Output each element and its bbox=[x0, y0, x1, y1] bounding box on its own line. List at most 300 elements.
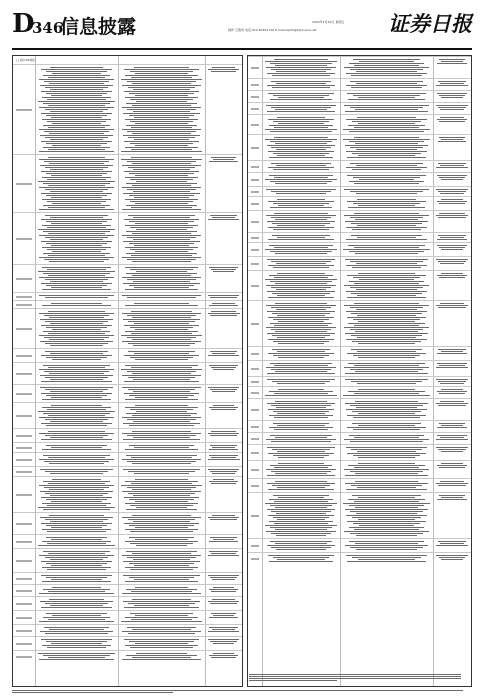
text-line bbox=[132, 275, 192, 276]
text-line bbox=[129, 195, 195, 196]
table-cell bbox=[435, 541, 469, 551]
text-line bbox=[267, 85, 334, 86]
text-line bbox=[213, 643, 235, 644]
text-line bbox=[347, 415, 425, 416]
text-line bbox=[440, 237, 463, 238]
text-line bbox=[133, 379, 189, 380]
text-line bbox=[439, 495, 466, 496]
table-cell bbox=[342, 273, 431, 299]
text-line bbox=[40, 375, 113, 376]
text-line bbox=[356, 513, 417, 514]
table-cell bbox=[342, 349, 431, 359]
text-line bbox=[134, 447, 189, 448]
text-line bbox=[351, 335, 422, 336]
text-line bbox=[266, 305, 336, 306]
text-line bbox=[344, 531, 429, 532]
table-cell bbox=[264, 105, 338, 113]
text-line bbox=[131, 619, 192, 620]
table-row bbox=[13, 348, 242, 363]
table-cell bbox=[435, 259, 469, 269]
text-line bbox=[43, 509, 109, 510]
text-line bbox=[125, 225, 198, 226]
text-line bbox=[208, 387, 239, 388]
text-line bbox=[51, 397, 102, 398]
table-cell bbox=[264, 423, 338, 431]
text-line bbox=[346, 447, 428, 448]
text-line bbox=[45, 519, 108, 520]
table-cell bbox=[207, 587, 240, 595]
text-line bbox=[268, 453, 333, 454]
table-cell bbox=[37, 267, 116, 291]
table-cell bbox=[342, 245, 431, 255]
text-line bbox=[132, 133, 190, 134]
text-line bbox=[276, 513, 326, 514]
text-line bbox=[48, 457, 105, 458]
text-line bbox=[213, 271, 234, 272]
text-line bbox=[121, 79, 202, 80]
text-line bbox=[210, 537, 236, 538]
row-number-mark bbox=[251, 439, 259, 440]
text-line bbox=[276, 263, 326, 264]
text-line bbox=[346, 167, 427, 168]
text-line bbox=[277, 425, 324, 426]
table-cell bbox=[120, 215, 203, 263]
text-line bbox=[124, 381, 200, 382]
text-line bbox=[345, 373, 428, 374]
text-line bbox=[351, 449, 421, 450]
text-line bbox=[38, 507, 115, 508]
text-line bbox=[271, 307, 331, 308]
text-line bbox=[351, 381, 422, 382]
text-line bbox=[42, 529, 111, 530]
text-line bbox=[49, 599, 104, 600]
text-line bbox=[343, 249, 429, 250]
text-line bbox=[50, 437, 104, 438]
text-line bbox=[352, 411, 421, 412]
text-line bbox=[124, 141, 199, 142]
text-line bbox=[210, 389, 237, 390]
text-line bbox=[131, 157, 192, 158]
text-line bbox=[266, 189, 336, 190]
text-line bbox=[130, 327, 194, 328]
text-line bbox=[441, 497, 463, 498]
text-line bbox=[438, 449, 465, 450]
table-row bbox=[248, 114, 471, 135]
text-line bbox=[211, 457, 235, 458]
text-line bbox=[121, 485, 202, 486]
text-line bbox=[437, 427, 467, 428]
text-line bbox=[130, 143, 194, 144]
text-line bbox=[135, 175, 189, 176]
text-line bbox=[121, 335, 202, 336]
text-line bbox=[133, 559, 190, 560]
text-line bbox=[356, 71, 417, 72]
text-line bbox=[436, 545, 468, 546]
text-line bbox=[132, 515, 191, 516]
text-line bbox=[135, 479, 188, 480]
text-line bbox=[48, 415, 104, 416]
text-line bbox=[351, 75, 421, 76]
text-line bbox=[438, 107, 467, 108]
text-line bbox=[50, 391, 103, 392]
text-line bbox=[48, 483, 106, 484]
text-line bbox=[209, 305, 239, 306]
text-line bbox=[354, 437, 418, 438]
table-cell bbox=[435, 235, 469, 241]
text-line bbox=[51, 501, 102, 502]
text-line bbox=[123, 135, 200, 136]
text-line bbox=[213, 405, 235, 406]
text-line bbox=[130, 647, 192, 648]
text-line bbox=[269, 561, 333, 562]
text-line bbox=[209, 365, 238, 366]
table-cell bbox=[264, 555, 338, 563]
text-line bbox=[348, 363, 425, 364]
text-line bbox=[48, 275, 104, 276]
text-line bbox=[344, 439, 429, 440]
text-line bbox=[135, 527, 189, 528]
text-line bbox=[49, 261, 104, 262]
text-line bbox=[43, 147, 111, 148]
text-line bbox=[276, 535, 326, 536]
table-cell bbox=[207, 653, 240, 661]
text-line bbox=[130, 99, 192, 100]
text-line bbox=[39, 555, 113, 556]
text-line bbox=[350, 511, 422, 512]
text-line bbox=[127, 81, 197, 82]
text-line bbox=[39, 79, 115, 80]
text-line bbox=[127, 315, 196, 316]
section-title: 信息披露 bbox=[60, 16, 137, 38]
text-line bbox=[277, 315, 325, 316]
text-line bbox=[347, 275, 425, 276]
text-line bbox=[49, 463, 104, 464]
text-line bbox=[47, 179, 105, 180]
text-line bbox=[278, 357, 324, 358]
text-line bbox=[350, 441, 423, 442]
text-line bbox=[273, 355, 329, 356]
right-table-panel bbox=[247, 55, 472, 687]
text-line bbox=[44, 487, 110, 488]
text-line bbox=[356, 407, 417, 408]
text-line bbox=[38, 271, 115, 272]
text-line bbox=[127, 237, 195, 238]
text-line bbox=[359, 279, 414, 280]
text-line bbox=[346, 239, 426, 240]
text-line bbox=[439, 467, 464, 468]
text-line bbox=[45, 87, 108, 88]
table-cell bbox=[37, 311, 116, 347]
row-number-mark bbox=[251, 250, 259, 251]
text-line bbox=[39, 209, 114, 210]
table-cell bbox=[120, 303, 203, 307]
text-line bbox=[128, 493, 195, 494]
text-line bbox=[348, 245, 425, 246]
text-line bbox=[350, 547, 422, 548]
text-line bbox=[346, 151, 427, 152]
text-line bbox=[122, 491, 200, 492]
text-line bbox=[132, 83, 191, 84]
table-row bbox=[13, 64, 242, 155]
text-line bbox=[123, 423, 199, 424]
text-line bbox=[127, 109, 195, 110]
text-line bbox=[356, 309, 417, 310]
text-line bbox=[213, 369, 233, 370]
text-line bbox=[275, 401, 327, 402]
text-line bbox=[354, 183, 418, 184]
text-line bbox=[127, 627, 197, 628]
text-line bbox=[124, 497, 200, 498]
text-line bbox=[211, 409, 236, 410]
text-line bbox=[45, 351, 107, 352]
text-line bbox=[357, 237, 417, 238]
table-cell bbox=[37, 639, 116, 649]
table-cell bbox=[120, 445, 203, 451]
text-line bbox=[269, 175, 333, 176]
text-line bbox=[40, 469, 113, 470]
text-line bbox=[437, 275, 467, 276]
text-line bbox=[355, 219, 417, 220]
text-line bbox=[38, 101, 115, 102]
text-line bbox=[45, 389, 108, 390]
text-line bbox=[354, 137, 420, 138]
text-line bbox=[346, 227, 426, 228]
table-cell bbox=[435, 423, 469, 431]
row-number-mark bbox=[16, 618, 32, 619]
text-line bbox=[441, 273, 463, 274]
text-line bbox=[273, 203, 329, 204]
text-line bbox=[275, 109, 326, 110]
text-line bbox=[271, 471, 332, 472]
text-line bbox=[350, 369, 424, 370]
text-line bbox=[51, 95, 102, 96]
text-line bbox=[267, 145, 336, 146]
text-line bbox=[209, 267, 238, 268]
text-line bbox=[270, 541, 331, 542]
text-line bbox=[352, 557, 421, 558]
table-cell bbox=[264, 175, 338, 185]
text-line bbox=[212, 353, 234, 354]
text-line bbox=[267, 73, 334, 74]
text-line bbox=[43, 103, 109, 104]
text-line bbox=[350, 307, 423, 308]
table-cell bbox=[207, 627, 240, 635]
text-line bbox=[272, 75, 330, 76]
row-number-mark bbox=[16, 279, 32, 280]
text-line bbox=[208, 355, 238, 356]
table-cell bbox=[207, 599, 240, 609]
text-line bbox=[271, 261, 330, 262]
text-line bbox=[356, 289, 417, 290]
text-line bbox=[273, 319, 329, 320]
table-cell bbox=[207, 455, 240, 465]
table-cell bbox=[435, 555, 469, 563]
text-line bbox=[135, 223, 189, 224]
text-line bbox=[41, 355, 111, 356]
text-line bbox=[129, 115, 195, 116]
text-line bbox=[351, 223, 422, 224]
text-line bbox=[275, 437, 328, 438]
row-number-mark bbox=[251, 180, 259, 181]
table-row bbox=[13, 512, 242, 535]
text-line bbox=[125, 567, 199, 568]
text-line bbox=[439, 247, 465, 248]
text-line bbox=[124, 91, 200, 92]
text-line bbox=[128, 87, 195, 88]
table-row bbox=[248, 398, 471, 421]
text-line bbox=[273, 517, 330, 518]
table-cell bbox=[342, 303, 431, 345]
text-line bbox=[270, 251, 331, 252]
text-line bbox=[265, 279, 337, 280]
table-cell bbox=[342, 259, 431, 269]
text-line bbox=[437, 353, 468, 354]
text-line bbox=[275, 253, 327, 254]
text-line bbox=[130, 357, 194, 358]
text-line bbox=[134, 579, 189, 580]
page-header bbox=[12, 8, 472, 48]
text-line bbox=[132, 599, 190, 600]
row-number-mark bbox=[251, 470, 259, 471]
text-line bbox=[125, 541, 198, 542]
text-line bbox=[274, 429, 329, 430]
text-line bbox=[437, 245, 467, 246]
text-line bbox=[210, 435, 237, 436]
text-line bbox=[129, 499, 194, 500]
text-line bbox=[277, 295, 325, 296]
text-line bbox=[271, 107, 332, 108]
text-line bbox=[45, 297, 109, 298]
text-line bbox=[130, 531, 192, 532]
row-number-mark bbox=[16, 644, 32, 645]
text-line bbox=[124, 219, 200, 220]
text-line bbox=[271, 405, 330, 406]
text-line bbox=[126, 183, 197, 184]
table-cell bbox=[342, 235, 431, 241]
table-cell bbox=[120, 575, 203, 583]
text-line bbox=[346, 489, 426, 490]
footer-line bbox=[12, 692, 173, 693]
text-line bbox=[358, 463, 414, 464]
text-line bbox=[358, 321, 414, 322]
table-cell bbox=[120, 469, 203, 475]
text-line bbox=[125, 267, 198, 268]
page-section-letter: D bbox=[12, 9, 35, 39]
text-line bbox=[438, 261, 466, 262]
text-line bbox=[208, 295, 240, 296]
text-line bbox=[356, 193, 417, 194]
text-line bbox=[122, 277, 201, 278]
text-line bbox=[45, 321, 107, 322]
text-line bbox=[130, 613, 194, 614]
text-line bbox=[41, 219, 112, 220]
text-line bbox=[133, 495, 189, 496]
text-line bbox=[352, 517, 421, 518]
text-line bbox=[51, 405, 102, 406]
text-line bbox=[128, 603, 194, 604]
text-line bbox=[269, 391, 333, 392]
table-cell bbox=[264, 463, 338, 477]
table-cell bbox=[120, 431, 203, 441]
text-line bbox=[270, 141, 331, 142]
text-line bbox=[266, 285, 336, 286]
text-line bbox=[436, 379, 468, 380]
text-line bbox=[129, 563, 195, 564]
text-line bbox=[129, 221, 194, 222]
table-cell bbox=[207, 387, 240, 401]
text-line bbox=[133, 421, 190, 422]
text-line bbox=[436, 259, 468, 260]
table-cell bbox=[264, 213, 338, 231]
text-line bbox=[267, 447, 334, 448]
text-line bbox=[39, 151, 115, 152]
text-line bbox=[123, 561, 199, 562]
text-line bbox=[133, 345, 189, 346]
table-cell bbox=[207, 537, 240, 547]
text-line bbox=[39, 459, 114, 460]
text-line bbox=[270, 435, 332, 436]
text-line bbox=[132, 317, 190, 318]
text-line bbox=[350, 287, 423, 288]
text-line bbox=[354, 283, 418, 284]
text-line bbox=[125, 449, 199, 450]
text-line bbox=[347, 561, 425, 562]
text-line bbox=[271, 329, 332, 330]
text-line bbox=[209, 589, 238, 590]
text-line bbox=[42, 199, 112, 200]
table-cell bbox=[37, 479, 116, 511]
text-line bbox=[130, 409, 192, 410]
text-line bbox=[132, 163, 191, 164]
text-line bbox=[347, 353, 426, 354]
table-cell bbox=[342, 175, 431, 185]
text-line bbox=[278, 457, 324, 458]
text-line bbox=[351, 293, 421, 294]
text-line bbox=[345, 403, 429, 404]
table-cell bbox=[435, 213, 469, 231]
text-line bbox=[208, 517, 239, 518]
text-line bbox=[125, 399, 198, 400]
text-line bbox=[271, 217, 332, 218]
text-line bbox=[132, 185, 192, 186]
text-line bbox=[266, 67, 336, 68]
text-line bbox=[344, 327, 429, 328]
row-number-mark bbox=[16, 542, 32, 543]
text-line bbox=[39, 277, 113, 278]
text-line bbox=[356, 83, 417, 84]
text-line bbox=[209, 407, 238, 408]
text-line bbox=[41, 439, 113, 440]
text-line bbox=[136, 507, 187, 508]
text-line bbox=[126, 455, 197, 456]
row-number-mark bbox=[251, 546, 259, 547]
text-line bbox=[43, 655, 109, 656]
table-row bbox=[248, 56, 471, 79]
text-line bbox=[122, 459, 202, 460]
text-line bbox=[135, 539, 189, 540]
text-line bbox=[437, 175, 467, 176]
text-line bbox=[129, 173, 194, 174]
text-line bbox=[125, 581, 199, 582]
text-line bbox=[208, 555, 240, 556]
text-line bbox=[212, 599, 235, 600]
text-line bbox=[43, 365, 111, 366]
text-line bbox=[272, 335, 330, 336]
text-line bbox=[209, 449, 239, 450]
text-line bbox=[122, 375, 200, 376]
text-line bbox=[357, 383, 417, 384]
text-line bbox=[121, 369, 202, 370]
